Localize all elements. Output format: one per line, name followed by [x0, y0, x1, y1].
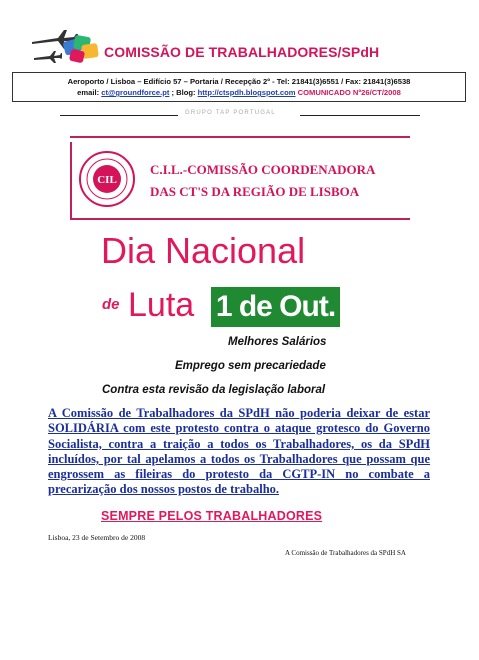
divider-left — [60, 115, 178, 116]
cil-title-line-2: DAS CT'S DA REGIÃO DE LISBOA — [150, 184, 360, 199]
email-label: email: — [77, 88, 102, 97]
group-name: GRUPO TAP PORTUGAL — [185, 110, 276, 116]
slogan-employment: Emprego sem precariedade — [175, 360, 326, 372]
date-badge: 1 de Out. — [211, 287, 340, 327]
headline-day: Dia Nacional — [101, 230, 306, 271]
contact-line-2 — [13, 87, 465, 98]
cil-seal-icon — [78, 150, 136, 208]
signature: A Comissão de Trabalhadores da SPdH SA — [285, 549, 406, 557]
headline-luta: Luta — [128, 286, 195, 324]
org-title: COMISSÃO DE TRABALHADORES/SPdH — [104, 44, 380, 60]
cil-title-line-1: C.I.L.-COMISSÃO COORDENADORA — [150, 162, 376, 177]
blog-link[interactable]: http://ctspdh.blogspot.com — [197, 88, 296, 97]
closing-slogan: SEMPRE PELOS TRABALHADORES — [101, 509, 323, 523]
contact-box — [12, 72, 466, 102]
ct-logo — [30, 24, 102, 68]
statement-paragraph: A Comissão de Trabalhadores da SPdH não poderia deixar de estar SOLIDÁRIA com este protesto contra o ataque grotesco do Governo Socialista, contra a traição a todos os Trabalhadores, os da SPdH incluídos, por tal apelamos a todos os Trabalhadores que possam que engrossem as fileiras do protesto da CGTP-IN no combate a precarização dos nossos postos de trabalho. — [48, 406, 430, 497]
email-link[interactable]: ct@groundforce.pt — [101, 88, 170, 97]
blog-label: ; Blog: — [169, 88, 198, 97]
cil-top-border — [70, 136, 410, 138]
slogan-legislation: Contra esta revisão da legislação laboral — [102, 384, 326, 396]
divider-right — [300, 115, 420, 116]
contact-address: Aeroporto / Lisboa – Edifício 57 – Portaria / Recepção 2º - Tel: 21841(3)6551 / Fax: 21841(3)6538 — [67, 77, 411, 86]
airplane-small-icon — [34, 51, 62, 63]
group-divider — [60, 110, 420, 120]
communique-number: COMUNICADO Nº26/CT/2008 — [295, 88, 401, 97]
slogan-salaries: Melhores Salários — [228, 336, 327, 348]
place-date: Lisboa, 23 de Setembro de 2008 — [48, 533, 146, 542]
headline-de: de — [102, 296, 120, 313]
cil-seal-text: CIL — [97, 174, 117, 186]
